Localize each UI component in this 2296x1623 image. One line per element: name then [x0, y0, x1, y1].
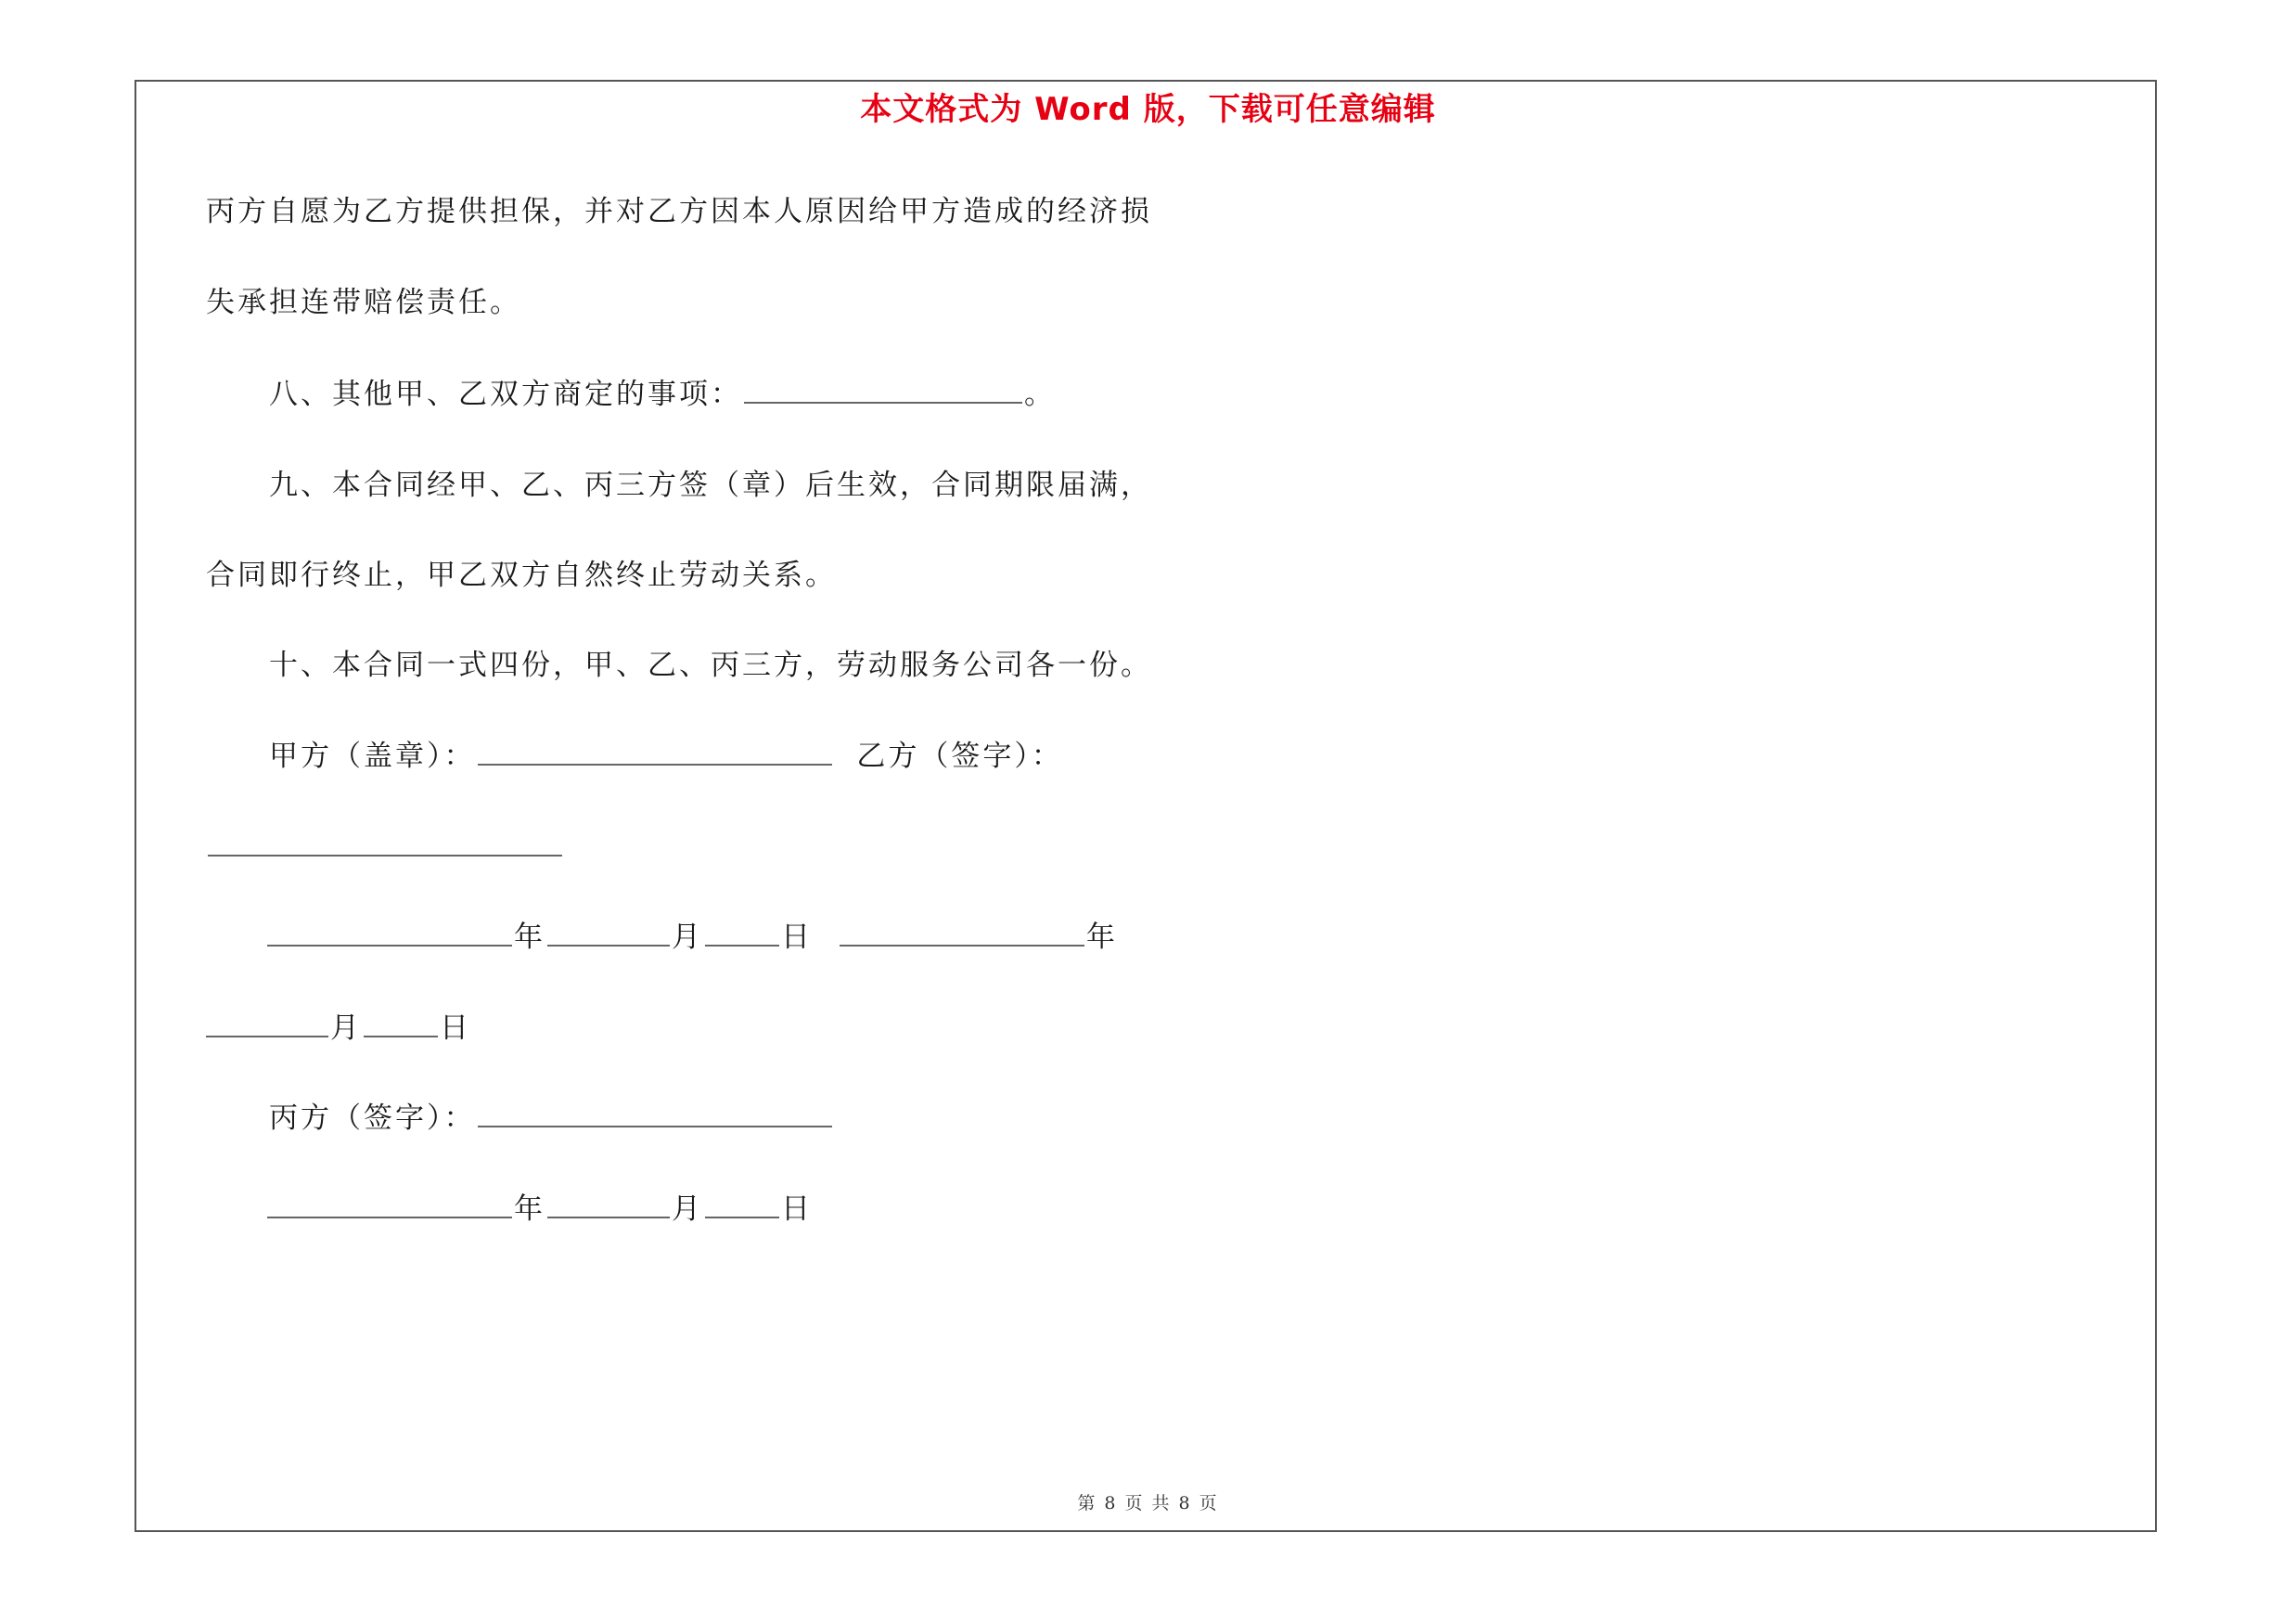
- page-footer: [0, 1492, 2296, 1514]
- clause-ten: [269, 647, 1152, 684]
- year-blank-c: [267, 1192, 512, 1218]
- month-label: 月: [672, 921, 703, 954]
- party-c-sign-blank: [478, 1101, 832, 1127]
- day-blank-b: [364, 1011, 438, 1037]
- banner-text: 本文格式为 Word 版，下载可任意编辑: [860, 91, 1436, 128]
- format-banner: [0, 89, 2296, 130]
- clause-eight-label: 八、其他甲、乙双方商定的事项：: [269, 378, 742, 411]
- paragraph-guarantee-line-1: [206, 193, 1152, 230]
- party-b-sign-label: 乙方（签字）：: [856, 740, 1063, 773]
- year-label-b: 年: [1085, 921, 1118, 954]
- day-label: 日: [781, 921, 813, 954]
- clause-nine-line-1: [269, 467, 1152, 504]
- year-blank-b: [840, 921, 1084, 947]
- clause-eight-end: 。: [1024, 378, 1056, 411]
- month-label-b: 月: [330, 1011, 362, 1045]
- text: 合同即行终止，甲乙双方自然终止劳动关系。: [206, 559, 837, 592]
- matters-blank: [744, 378, 1022, 404]
- page-number: 第 8 页 共 8 页: [1077, 1493, 1219, 1514]
- clause-nine-line-2: [206, 557, 837, 594]
- text: 失承担连带赔偿责任。: [206, 286, 521, 319]
- party-c-sign-label: 丙方（签字）：: [269, 1101, 476, 1135]
- year-label: 年: [514, 921, 545, 954]
- date-line-party-b: [204, 1010, 471, 1047]
- text: 丙方自愿为乙方提供担保，并对乙方因本人原因给甲方造成的经济损: [206, 195, 1152, 228]
- date-line-party-c: [265, 1191, 813, 1228]
- month-blank-b: [206, 1011, 328, 1037]
- day-blank: [705, 921, 779, 947]
- text: 十、本合同一式四份，甲、乙、丙三方，劳动服务公司各一份。: [269, 649, 1152, 682]
- party-a-seal-label: 甲方（盖章）：: [269, 740, 476, 773]
- party-b-sign-blank: [208, 831, 562, 857]
- month-blank: [547, 921, 670, 947]
- party-b-sign-line: [206, 829, 564, 866]
- year-label-c: 年: [514, 1192, 545, 1226]
- paragraph-guarantee-line-2: [206, 284, 521, 321]
- month-blank-c: [547, 1192, 670, 1218]
- party-a-seal-blank: [478, 740, 832, 766]
- signature-party-a-b: [269, 738, 1063, 775]
- year-blank: [267, 921, 512, 947]
- text: 九、本合同经甲、乙、丙三方签（章）后生效，合同期限届满，: [269, 469, 1152, 502]
- date-line-party-a: [265, 919, 1118, 956]
- day-label-b: 日: [440, 1011, 471, 1045]
- day-label-c: 日: [781, 1192, 813, 1226]
- clause-eight: [269, 376, 1056, 413]
- month-label-c: 月: [672, 1192, 703, 1226]
- signature-party-c: [269, 1100, 834, 1137]
- day-blank-c: [705, 1192, 779, 1218]
